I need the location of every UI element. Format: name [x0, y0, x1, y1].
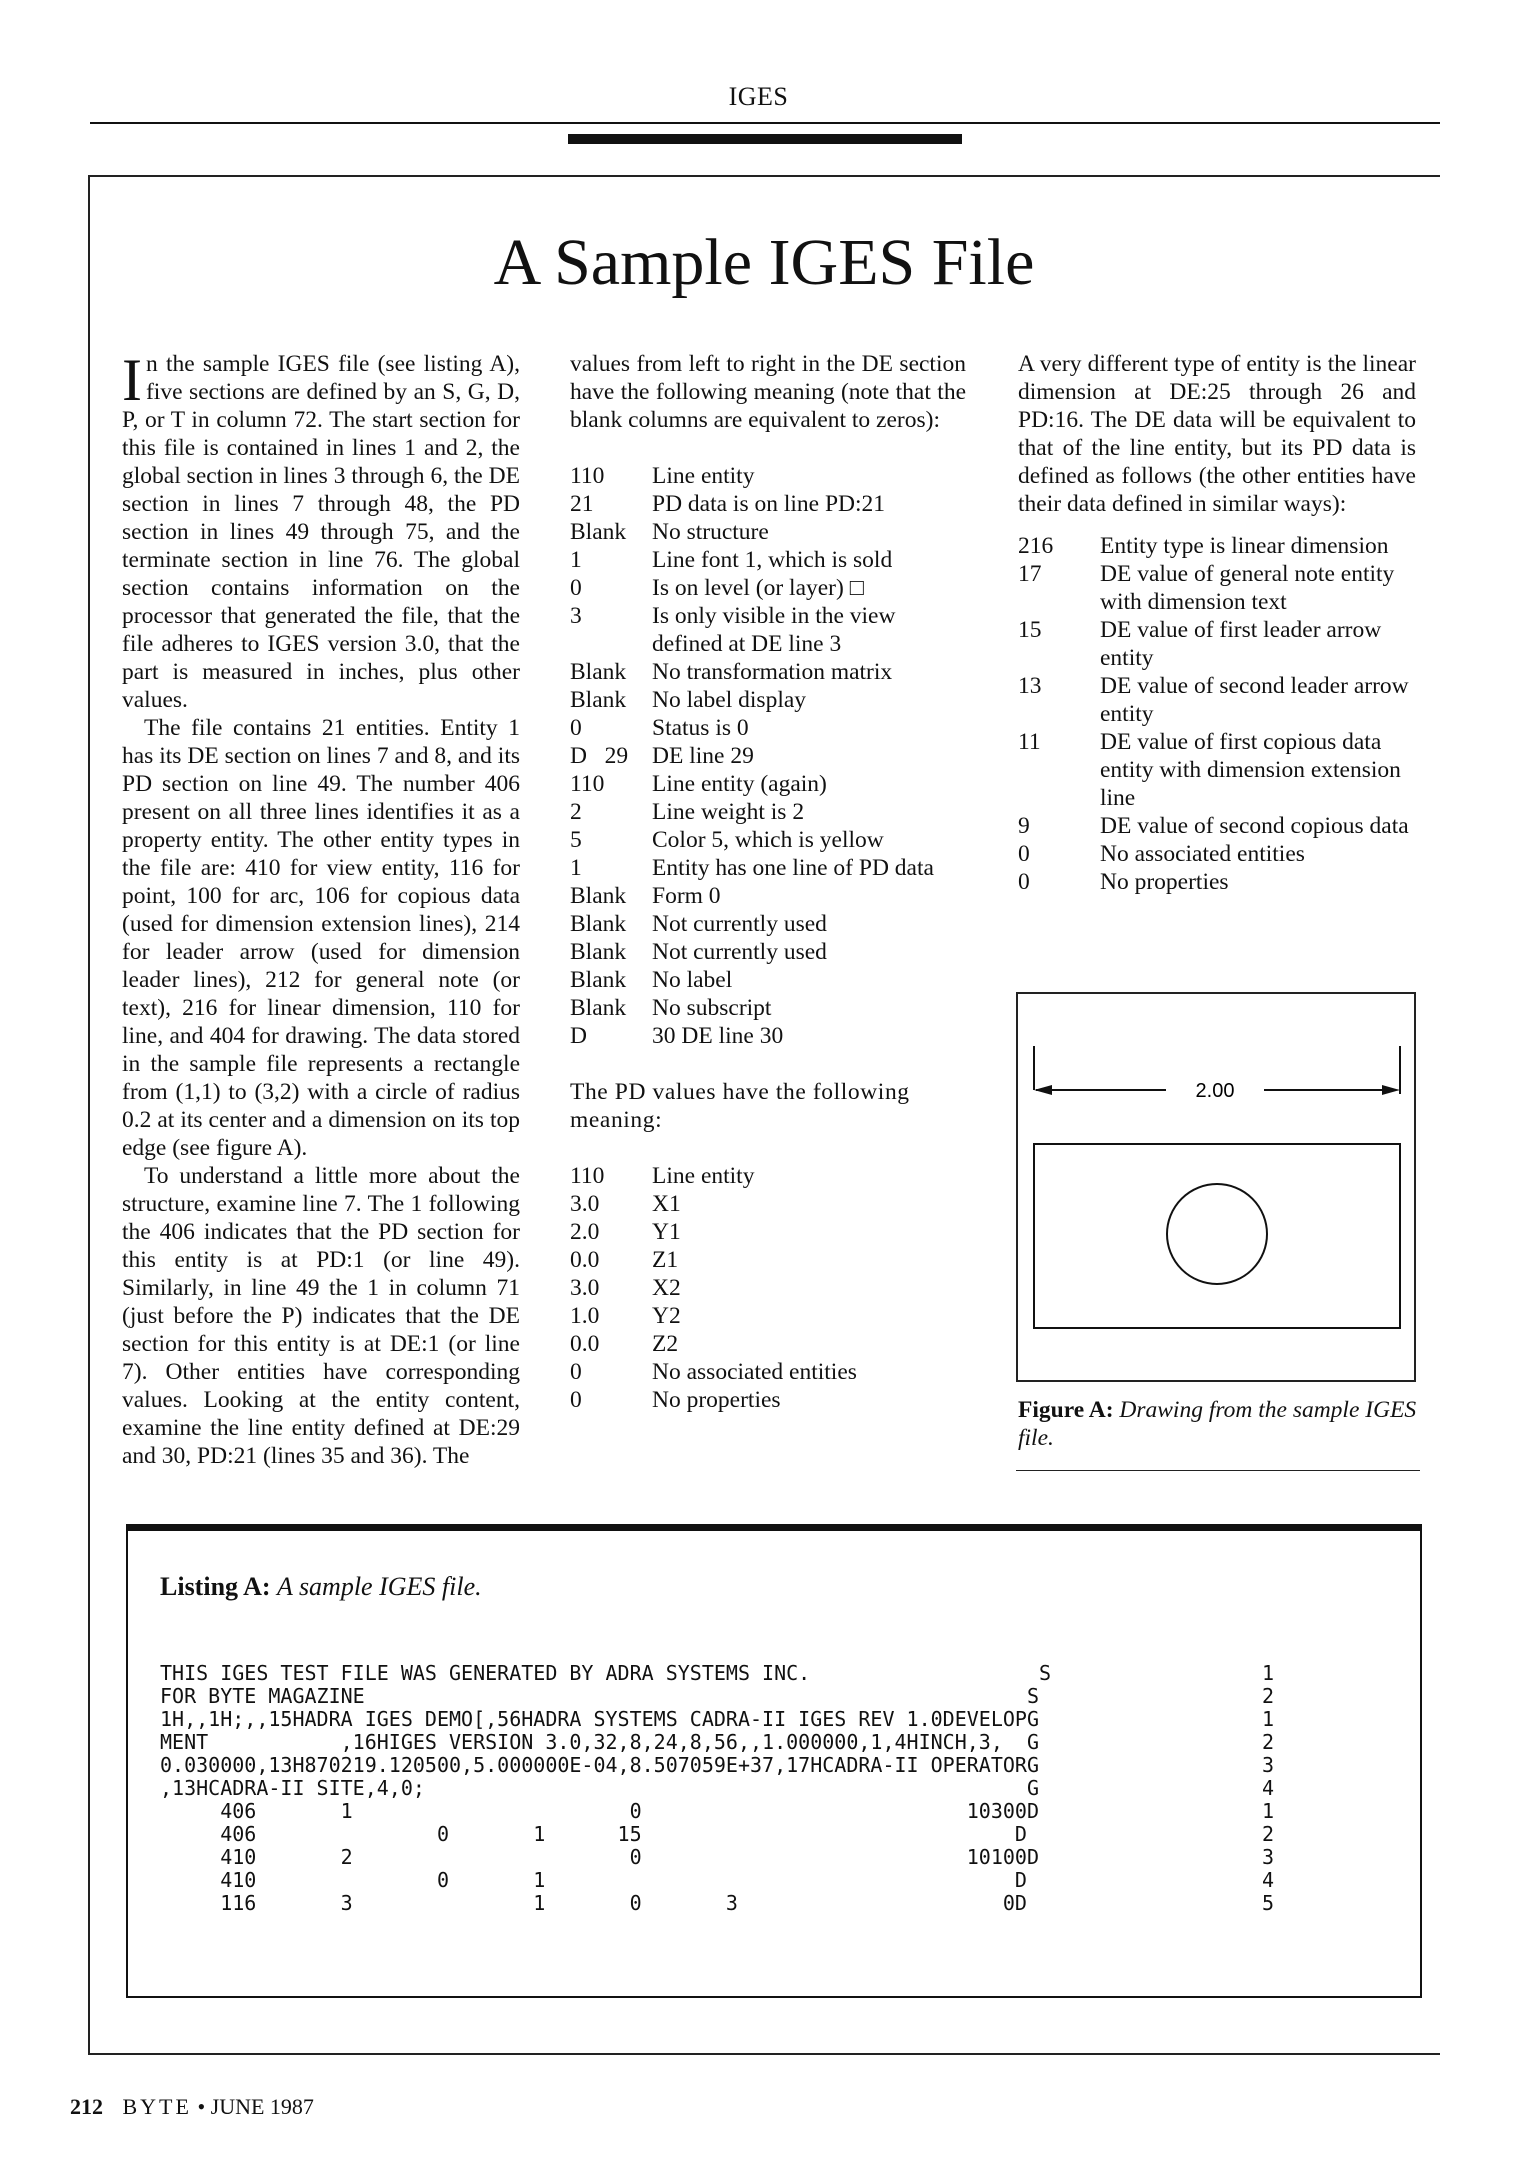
pd-item-value: 1.0: [570, 1303, 600, 1329]
figure-caption-label: Figure A:: [1018, 1397, 1114, 1423]
de-item: [570, 742, 966, 770]
listing-seq-number: 2: [1262, 1730, 1275, 1754]
pd-item: [570, 1274, 966, 1302]
de-item: [570, 882, 966, 910]
figure-rule: [1016, 1470, 1420, 1471]
pd-item: [570, 1218, 966, 1246]
de-item-meaning: Is on level (or layer) □: [652, 575, 864, 601]
listing-seq-number: 5: [1262, 1891, 1275, 1915]
de-item-value: Blank: [570, 967, 627, 993]
de-item: [570, 770, 966, 798]
frame-bottom-rule: [88, 2053, 1440, 2055]
de-item: [570, 574, 966, 602]
de-item-value: 110: [570, 463, 605, 489]
leader-arrow-left: [1034, 1085, 1052, 1095]
de-item-meaning: No label display: [652, 687, 807, 713]
column-2: [570, 350, 966, 1414]
listing-sequence-numbers: [1262, 1662, 1274, 1915]
de-item-value: 3: [570, 603, 582, 629]
magazine-name: BYTE: [122, 2094, 192, 2119]
pd-item-meaning: No associated entities: [652, 1359, 857, 1385]
ld-item-meaning: No associated entities: [1100, 841, 1305, 867]
figure-a-drawing: [1018, 994, 1414, 1380]
listing-seq-number: 2: [1262, 1684, 1275, 1708]
de-item-value: D: [570, 1023, 587, 1049]
rectangle-outline: [1034, 1144, 1400, 1328]
pd-item-value: 3.0: [570, 1191, 600, 1217]
pd-item-meaning: X1: [652, 1191, 681, 1217]
pd-item-value: 110: [570, 1163, 605, 1189]
ld-item: [1018, 532, 1416, 560]
ld-item: [1018, 728, 1416, 812]
pd-item: [570, 1386, 966, 1414]
frame-left-rule: [88, 175, 90, 2055]
ld-item-value: 11: [1018, 729, 1041, 755]
listing-line: 410 2 0 10100D: [160, 1845, 1039, 1869]
de-item-value: Blank: [570, 687, 627, 713]
listing-line: 0.030000,13H870219.120500,5.000000E-04,8.507059E+37,17HCADRA-II OPERATORG: [160, 1753, 1039, 1777]
pd-item-meaning: X2: [652, 1275, 681, 1301]
de-value-list: [570, 462, 966, 1050]
figure-caption: [1018, 1396, 1418, 1452]
de-item: [570, 714, 966, 742]
pd-item-value: 2.0: [570, 1219, 600, 1245]
de-item: [570, 518, 966, 546]
figure-caption-text: Drawing from the sample IGES file.: [1018, 1397, 1417, 1451]
ld-item-value: 13: [1018, 673, 1042, 699]
de-item: [570, 490, 966, 518]
de-item-meaning: Form 0: [652, 883, 721, 909]
de-item-value: Blank: [570, 519, 627, 545]
de-item: [570, 798, 966, 826]
article-title: A Sample IGES File: [493, 226, 1035, 299]
ld-item-value: 216: [1018, 533, 1054, 559]
de-item-value: Blank: [570, 659, 627, 685]
ld-item-meaning: DE value of second copious data: [1100, 813, 1409, 839]
ld-item: [1018, 868, 1416, 896]
de-item-meaning: Line entity: [652, 463, 755, 489]
header-rule: [90, 122, 1440, 124]
frame-top-rule: [88, 175, 1440, 177]
pd-item-meaning: Y2: [652, 1303, 681, 1329]
pd-item-value: 0.0: [570, 1331, 600, 1357]
ld-item-value: 0: [1018, 869, 1030, 895]
paragraph-2: The file contains 21 entities. Entity 1 has its DE section on lines 7 and 8, and its PD section on line 49. The number 406 present on all three lines identifies it as a property entity. The other entity types in the file are: 410 for view entity, 116 for point, 100 for arc, 106 for copious data (used for dimension extension lines), 214 for leader arrow (used for dimension leader lines), 212 for general note (or text), 216 for linear dimension, 110 for line, and 404 for drawing. The data stored in the sample file represents a rectangle from (1,1) to (3,2) with a circle of radius 0.2 at its center and a dimension on its top edge (see figure A).: [122, 715, 520, 1161]
de-item: [570, 658, 966, 686]
de-item-meaning: Color 5, which is yellow: [652, 827, 884, 853]
de-item-value: D 29: [570, 743, 629, 769]
pd-item: [570, 1246, 966, 1274]
de-item-meaning: PD data is on line PD:21: [652, 491, 886, 517]
listing-line: 116 3 1 0 3 0D: [160, 1891, 1027, 1915]
pd-item-value: 0: [570, 1359, 582, 1385]
page-footer: [70, 2094, 314, 2120]
leader-arrow-right: [1382, 1085, 1400, 1095]
issue-date: JUNE 1987: [210, 2094, 314, 2119]
paragraph-1-text: n the sample IGES file (see listing A), five sections are defined by an S, G, D, P, or T in column 72. The start section for this file is contained in lines 1 and 2, the global section in lines 3 through 6, the DE section in lines 7 through 48, the PD section in lines 49 through 75, and the terminate section in line 76. The global section contains information on the processor that generated the file, that the file adheres to IGES version 3.0, that the part is measured in inches, plus other values.: [122, 351, 520, 713]
ld-item: [1018, 560, 1416, 616]
ld-item-meaning: DE value of first copious data entity with dimension extension line: [1100, 729, 1401, 811]
listing-line: ,13HCADRA-II SITE,4,0; G: [160, 1776, 1039, 1800]
pd-intro: The PD values have the following meaning:: [570, 1079, 910, 1133]
ld-item-meaning: DE value of general note entity with dimension text: [1100, 561, 1395, 615]
pd-item: [570, 1330, 966, 1358]
ld-item-meaning: Entity type is linear dimension: [1100, 533, 1389, 559]
pd-item: [570, 1162, 966, 1190]
pd-item-meaning: Z2: [652, 1331, 679, 1357]
listing-caption: [160, 1572, 482, 1602]
listing-seq-number: 2: [1262, 1822, 1275, 1846]
de-item-meaning: Entity has one line of PD data: [652, 855, 934, 881]
pd-value-list: [570, 1162, 966, 1414]
de-item-meaning: Not currently used: [652, 939, 827, 965]
running-head: IGES: [728, 82, 789, 111]
de-item-meaning: Status is 0: [652, 715, 749, 741]
de-item: [570, 994, 966, 1022]
de-item-meaning: Is only visible in the view defined at DE line 3: [652, 603, 896, 657]
listing-line: 1H,,1H;,,15HADRA IGES DEMO[,56HADRA SYSTEMS CADRA-II IGES REV 1.0DEVELOPG: [160, 1707, 1039, 1731]
listing-seq-number: 1: [1262, 1661, 1275, 1685]
listing-line: 406 0 1 15 D: [160, 1822, 1027, 1846]
listing-line: MENT ,16HIGES VERSION 3.0,32,8,24,8,56,,1.000000,1,4HINCH,3, G: [160, 1730, 1039, 1754]
paragraph-1: [122, 347, 520, 714]
de-item: [570, 602, 966, 658]
de-item: [570, 910, 966, 938]
listing-text: [160, 1662, 1051, 1915]
pd-item-value: 0: [570, 1387, 582, 1413]
de-item-meaning: Line font 1, which is sold: [652, 547, 893, 573]
listing-seq-number: 4: [1262, 1868, 1275, 1892]
ld-item: [1018, 840, 1416, 868]
ld-item-meaning: No properties: [1100, 869, 1229, 895]
pd-item-value: 3.0: [570, 1275, 600, 1301]
ld-item-value: 15: [1018, 617, 1042, 643]
listing-seq-number: 3: [1262, 1845, 1275, 1869]
de-item-meaning: DE line 29: [652, 743, 754, 769]
de-item-meaning: No transformation matrix: [652, 659, 893, 685]
pd-item-meaning: No properties: [652, 1387, 781, 1413]
de-item-value: Blank: [570, 995, 627, 1021]
de-item-value: 1: [570, 547, 582, 573]
de-item: [570, 546, 966, 574]
de-item-value: 110: [570, 771, 605, 797]
listing-seq-number: 3: [1262, 1753, 1275, 1777]
ld-item: [1018, 616, 1416, 672]
pd-item-meaning: Z1: [652, 1247, 679, 1273]
de-item: [570, 854, 966, 882]
pd-item: [570, 1190, 966, 1218]
circle-outline: [1167, 1184, 1267, 1284]
de-item-value: 0: [570, 715, 582, 741]
ld-item-value: 17: [1018, 561, 1042, 587]
de-item-value: 21: [570, 491, 594, 517]
listing-caption-text: A sample IGES file.: [277, 1572, 482, 1601]
page-number: 212: [70, 2094, 103, 2119]
ld-item: [1018, 672, 1416, 728]
listing-line: FOR BYTE MAGAZINE S: [160, 1684, 1039, 1708]
ld-item-meaning: DE value of first leader arrow entity: [1100, 617, 1382, 671]
de-item-meaning: Line weight is 2: [652, 799, 805, 825]
ld-item: [1018, 812, 1416, 840]
de-item-meaning: No label: [652, 967, 733, 993]
listing-line: 406 1 0 10300D: [160, 1799, 1039, 1823]
drop-cap: I: [122, 347, 142, 413]
de-item: [570, 938, 966, 966]
pd-item-value: 0.0: [570, 1247, 600, 1273]
listing-seq-number: 1: [1262, 1799, 1275, 1823]
ld-item-meaning: DE value of second leader arrow entity: [1100, 673, 1409, 727]
linear-dimension-intro: A very different type of entity is the linear dimension at DE:25 through 26 and PD:16. The DE data will be equivalent to that of the line entity, but its PD data is defined as follows (the other entities have their data defined in similar ways):: [1018, 351, 1416, 517]
column-1: [122, 347, 520, 1470]
column-3: [1018, 350, 1416, 896]
de-item: [570, 462, 966, 490]
listing-line: THIS IGES TEST FILE WAS GENERATED BY ADRA SYSTEMS INC. S: [160, 1661, 1052, 1685]
de-item: [570, 826, 966, 854]
listing-seq-number: 1: [1262, 1707, 1275, 1731]
de-item-meaning: 30 DE line 30: [652, 1023, 784, 1049]
figure-a: [1016, 992, 1416, 1382]
de-item-value: 2: [570, 799, 582, 825]
ld-item-value: 0: [1018, 841, 1030, 867]
de-intro: values from left to right in the DE section have the following meaning (note that the blank columns are equivalent to zeros):: [570, 351, 966, 433]
de-item: [570, 686, 966, 714]
de-item-meaning: No subscript: [652, 995, 772, 1021]
de-item-value: Blank: [570, 883, 627, 909]
ld-item-value: 9: [1018, 813, 1030, 839]
dimension-label: 2.00: [1195, 1080, 1235, 1102]
de-item-value: 5: [570, 827, 582, 853]
de-item: [570, 1022, 966, 1050]
pd-item-meaning: Line entity: [652, 1163, 755, 1189]
listing-caption-label: Listing A:: [160, 1572, 271, 1601]
pd-item: [570, 1358, 966, 1386]
linear-dimension-list: [1018, 532, 1416, 896]
de-item: [570, 966, 966, 994]
listing-seq-number: 4: [1262, 1776, 1275, 1800]
listing-line: 410 0 1 D: [160, 1868, 1027, 1892]
header-bar: [568, 134, 962, 144]
de-item-meaning: No structure: [652, 519, 769, 545]
footer-separator: •: [197, 2094, 206, 2119]
de-item-value: Blank: [570, 911, 627, 937]
de-item-meaning: Not currently used: [652, 911, 827, 937]
de-item-meaning: Line entity (again): [652, 771, 827, 797]
pd-item: [570, 1302, 966, 1330]
de-item-value: 1: [570, 855, 582, 881]
de-item-value: Blank: [570, 939, 627, 965]
paragraph-3: To understand a little more about the structure, examine line 7. The 1 following the 406 indicates that the PD section for this entity is at PD:1 (or line 49). Similarly, in line 49 the 1 in column 71 (just before the P) indicates that the DE section for this entity is at DE:1 (or line 7). Other entities have corresponding values. Looking at the entity content, examine the line entity defined at DE:29 and 30, PD:21 (lines 35 and 36). The: [122, 1163, 520, 1469]
pd-item-meaning: Y1: [652, 1219, 681, 1245]
de-item-value: 0: [570, 575, 582, 601]
